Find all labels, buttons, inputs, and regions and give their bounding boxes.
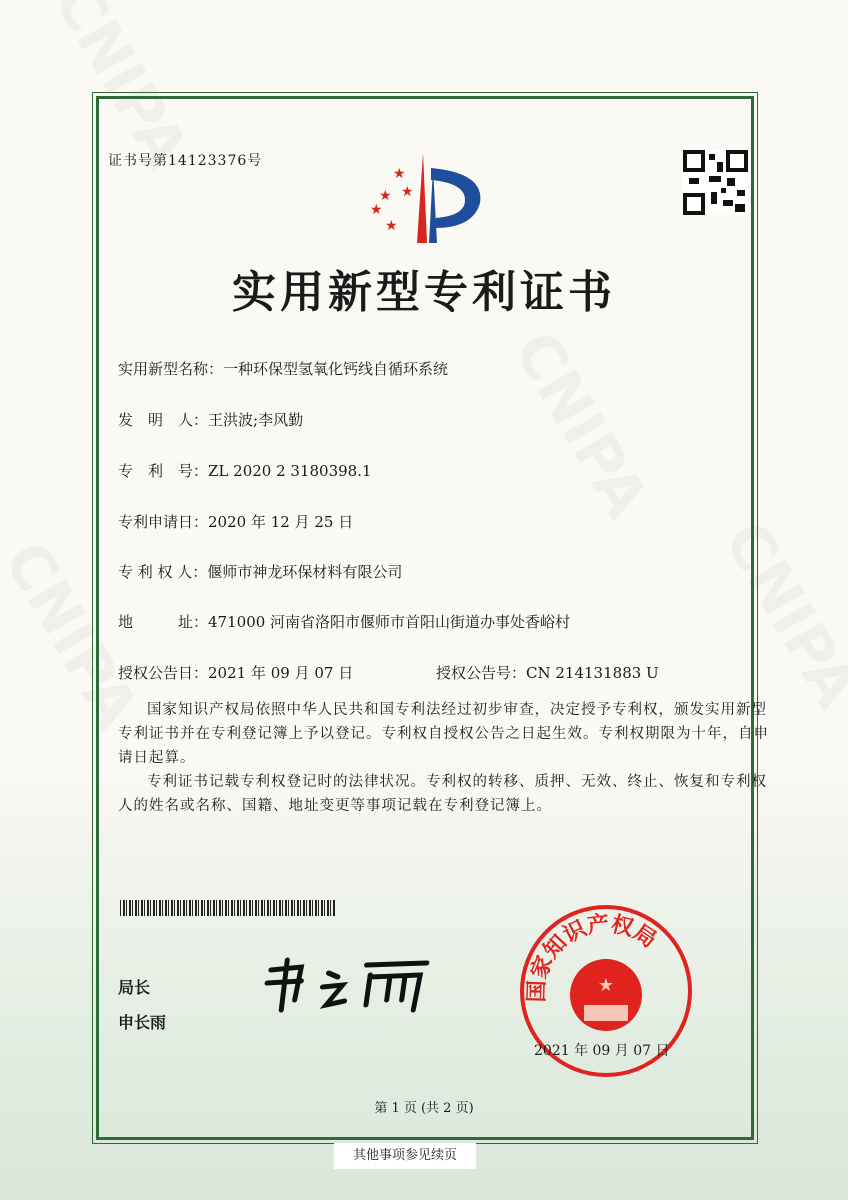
field-utility-model-name — [118, 358, 448, 379]
field-value: CN 214131883 U — [526, 664, 659, 682]
svg-text:★: ★ — [379, 188, 392, 204]
field-label: 发 明 人： — [118, 411, 209, 429]
field-value: 一种环保型氢氧化钙线自循环系统 — [223, 360, 449, 378]
svg-text:★: ★ — [393, 166, 406, 182]
statement-paragraph: 专利证书记载专利权登记时的法律状况。专利权的转移、质押、无效、终止、恢复和专利权人的姓名或名称、国籍、地址变更等事项记载在专利登记簿上。 — [118, 774, 767, 814]
qr-code — [683, 150, 748, 215]
field-grant-date — [118, 662, 353, 683]
signatory-title: 局长 — [118, 978, 151, 997]
svg-text:★: ★ — [385, 218, 398, 234]
certificate-number: 证书号第14123376号 — [108, 153, 263, 169]
field-application-date — [118, 511, 353, 532]
field-value: 偃师市神龙环保材料有限公司 — [207, 563, 403, 581]
barcode — [120, 900, 335, 916]
cnipa-logo — [365, 148, 490, 248]
bottom-note: 其他事项参见续页 — [334, 1143, 476, 1169]
signature — [253, 955, 443, 1026]
field-label: 地 址： — [118, 613, 209, 631]
page-indicator: 第 1 页 (共 2 页) — [374, 1101, 474, 1116]
field-label: 授权公告日： — [118, 664, 209, 682]
field-label: 授权公告号： — [436, 664, 527, 682]
field-label: 实用新型名称： — [118, 360, 224, 378]
certificate-title: 实用新型专利证书 — [232, 267, 616, 318]
field-value: 王洪波;李风勤 — [208, 411, 304, 429]
field-value: ZL 2020 2 3180398.1 — [208, 462, 372, 480]
field-label: 专 利 权 人： — [118, 563, 208, 581]
field-label: 专利申请日： — [118, 513, 209, 531]
svg-text:★: ★ — [370, 202, 383, 218]
field-value: 2020 年 12 月 25 日 — [208, 513, 354, 531]
field-value: 471000 河南省洛阳市偃师市首阳山街道办事处香峪村 — [208, 613, 571, 631]
field-inventors — [118, 409, 303, 430]
field-patentee — [118, 561, 402, 582]
field-label: 专 利 号： — [118, 462, 209, 480]
svg-text:★: ★ — [401, 184, 414, 200]
signatory-name: 申长雨 — [118, 1013, 167, 1032]
field-value: 2021 年 09 月 07 日 — [208, 664, 354, 682]
svg-text:★: ★ — [597, 975, 615, 996]
field-grant-number — [436, 662, 659, 683]
seal-text: 国家知识产权局 — [524, 910, 662, 1003]
seal-date: 2021 年 09 月 07 日 — [534, 1043, 670, 1059]
statement-paragraph: 国家知识产权局依照中华人民共和国专利法经过初步审查，决定授予专利权，颁发实用新型专利证书并在专利登记簿上予以登记。专利权自授权公告之日起生效。专利权期限为十年，自申请日起算。 — [118, 702, 769, 766]
field-patent-number — [118, 460, 372, 481]
field-address — [118, 611, 570, 632]
